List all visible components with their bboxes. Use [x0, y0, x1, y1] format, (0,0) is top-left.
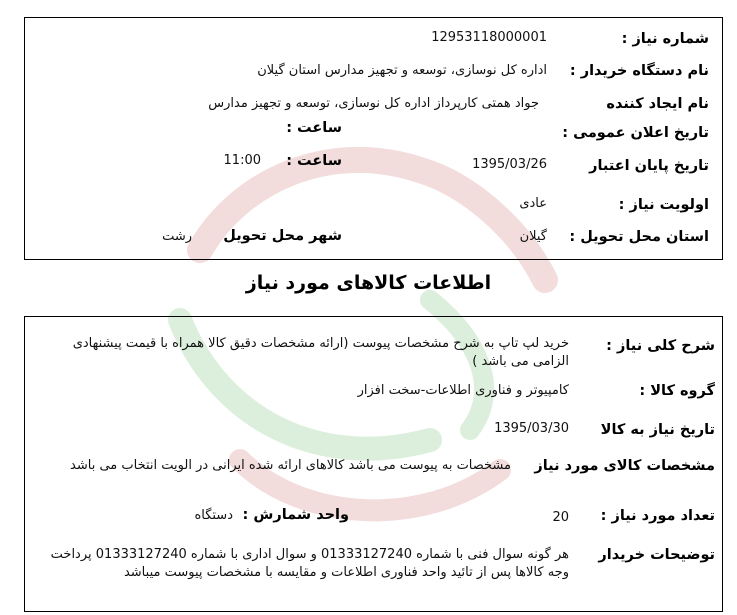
summary-label: شرح کلی نیاز : [606, 338, 715, 354]
section-title: اطلاعات کالاهای مورد نیاز [245, 272, 492, 294]
quantity-label: تعداد مورد نیاز : [600, 508, 715, 524]
unit-label: واحد شمارش : [242, 507, 349, 523]
city-value: رشت [162, 229, 192, 244]
expiry-time-value: 11:00 [223, 153, 261, 168]
city-label: شهر محل تحویل [223, 228, 342, 244]
creator-label: نام ایجاد کننده [606, 96, 709, 112]
need-date-value: 1395/03/30 [494, 421, 569, 436]
announce-time-label: ساعت : [286, 120, 342, 136]
buyer-org-label: نام دستگاه خریدار : [569, 63, 709, 79]
summary-value: خرید لپ تاپ به شرح مشخصات پیوست (ارائه مشخصات دقیق کالا همراه با قیمت پیشنهادی الزامی می باشد ) [72, 336, 569, 369]
expiry-date-value: 1395/03/26 [472, 157, 547, 172]
province-label: استان محل تحویل : [569, 229, 709, 245]
priority-label: اولویت نیاز : [618, 197, 709, 213]
priority-value: عادی [519, 196, 547, 211]
announce-date-label: تاریخ اعلان عمومی : [562, 125, 709, 141]
expiry-label: تاریخ پایان اعتبار [589, 158, 709, 174]
notes-value: هر گونه سوال فنی با شماره 01333127240 و سوال اداری با شماره 01333127240 پرداخت وجه کالاها پس از تائید واحد فناوری اطلاعات و مقایسه با مشخصات پیوست میباشد [50, 547, 569, 580]
unit-value: دستگاه [194, 508, 233, 523]
quantity-value: 20 [552, 510, 569, 525]
need-date-label: تاریخ نیاز به کالا [600, 422, 715, 438]
group-value: کامپیوتر و فناوری اطلاعات-سخت افزار [357, 383, 569, 398]
group-label: گروه کالا : [639, 383, 715, 399]
creator-value: جواد همتی کارپرداز اداره کل نوسازی، توسعه و تجهیز مدارس [208, 96, 539, 111]
notes-label: توضیحات خریدار [598, 547, 715, 563]
expiry-time-label: ساعت : [286, 153, 342, 169]
province-value: گیلان [519, 229, 547, 244]
specs-label: مشخصات کالای مورد نیاز [534, 458, 715, 474]
specs-value: مشخصات به پیوست می باشد کالاهای ارائه شده ایرانی در الویت انتخاب می باشد [70, 458, 511, 473]
need-number-label: شماره نیاز : [621, 31, 709, 47]
buyer-org-value: اداره کل نوسازی، توسعه و تجهیز مدارس استان گیلان [257, 63, 547, 78]
need-number-value: 1295311800000‎1 [431, 30, 547, 45]
